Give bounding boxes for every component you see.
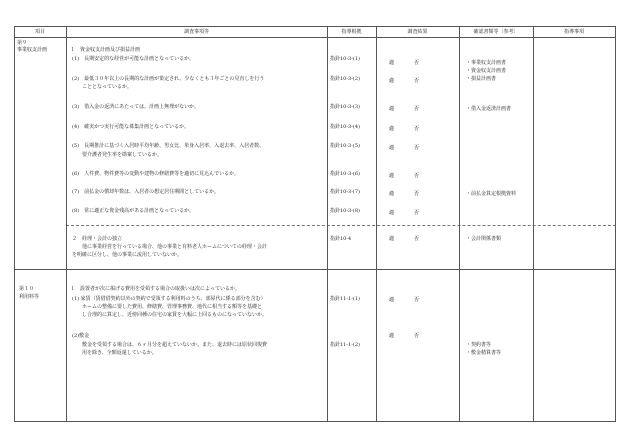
doc-item: ・契約書等 <box>466 342 492 348</box>
col-border-result <box>459 26 460 422</box>
header-notes: 指導事項 <box>563 29 584 35</box>
check-item-text: (3) 借入金の返済にあたっては、計画上無理がないか。 <box>72 104 200 110</box>
result-yes: 適 <box>389 210 395 216</box>
basis-ref: 指針10-3-(4) <box>330 124 361 130</box>
section-item-title: 利用料等 <box>19 294 40 300</box>
result-no: 否 <box>414 173 420 179</box>
result-yes: 適 <box>389 145 395 151</box>
col-border-basis <box>376 26 377 422</box>
subsection-title: ２ 経理・会計の独立 <box>72 236 123 242</box>
check-item-text: (2) 最低３０年以上の長期的な計画が策定され、少なくとも３年ごとの見直しを行う <box>72 76 265 82</box>
check-item-text-cont: 敷金を受領する場合は、６ヶ月分を超えていないか。また、退去時には原状回復費 <box>82 342 268 348</box>
subsection-text-cont: を明確に区分し、他の事業に流用していないか。 <box>72 252 183 258</box>
result-yes: 適 <box>389 106 395 112</box>
result-no: 否 <box>414 297 420 303</box>
result-no: 否 <box>414 60 420 66</box>
col-border-matters <box>327 26 328 422</box>
section-item-number: 第１０ <box>19 286 35 292</box>
doc-item: ・前払金算定根拠資料 <box>466 191 517 197</box>
table-bottom-border <box>14 421 616 422</box>
basis-ref: 指針10-3-(8) <box>330 208 361 214</box>
result-yes: 適 <box>389 126 395 132</box>
result-no: 否 <box>414 333 420 339</box>
doc-item: ・会計関係書類 <box>466 236 502 242</box>
result-yes: 適 <box>389 191 395 197</box>
basis-ref: 指針11-1-(2) <box>330 342 361 348</box>
section-title: １ 設置者が次に掲げる費用を受領する場合の取扱いは次によっているか。 <box>70 286 241 292</box>
basis-ref: 指針10-3-(3) <box>330 104 361 110</box>
result-no: 否 <box>414 126 420 132</box>
header-matters: 調査事項等 <box>183 29 209 35</box>
header-bottom-border <box>14 37 616 38</box>
result-yes: 適 <box>389 333 395 339</box>
basis-ref: 指針11-1-(1) <box>330 296 361 302</box>
header-basis: 指導根拠 <box>341 29 362 35</box>
result-yes: 適 <box>389 78 395 84</box>
result-yes: 適 <box>389 236 395 242</box>
basis-ref: 指針10-3-(2) <box>330 76 361 82</box>
header-result: 調査結果 <box>407 29 428 35</box>
basis-ref: 指針10-3-(1) <box>330 56 361 62</box>
check-item-text-cont: 用を除き、全額返還しているか。 <box>82 350 157 356</box>
check-item-text-cont: し合理的に算定し、近傍同種の住宅の家賃を大幅に上回るものになっていないか。 <box>82 312 268 318</box>
basis-ref: 指針10-4 <box>330 236 352 242</box>
doc-item: ・敷金精算書等 <box>466 350 502 356</box>
doc-item: ・事業収支計画書 <box>466 60 507 66</box>
col-border-right <box>615 26 616 422</box>
col-border-docs <box>533 26 534 422</box>
col-border-item <box>66 26 67 422</box>
check-item-text: (4) 確実かつ実行可能な募集計画となっているか。 <box>72 124 190 130</box>
result-no: 否 <box>414 210 420 216</box>
table-top-border <box>14 26 616 27</box>
result-yes: 適 <box>389 60 395 66</box>
check-item-text: (1) 家賃（賃借借契約以外の契約で受領する利用料のうち、部屋代に係る部分を含む） <box>72 296 266 302</box>
doc-item: ・借入金返済計画書 <box>466 106 512 112</box>
check-item-text-cont: 要介護者発生率を勘案しているか。 <box>82 152 163 158</box>
basis-ref: 指針10-3-(5) <box>330 143 361 149</box>
subsection-text: 他に事業経営を行っている場合、他の事業と有料老人ホームについての経理・会計 <box>82 244 267 250</box>
basis-ref: 指針10-3-(6) <box>330 171 361 177</box>
check-item-text: (7) 前払金の償却年数は、入居者の想定居住期間としているか。 <box>72 189 220 195</box>
check-item-text: (1) 長期安定的な経営が可能な計画となっているか。 <box>72 56 195 62</box>
basis-ref: 指針10-3-(7) <box>330 189 361 195</box>
check-item-text: (2)敷金 <box>72 333 90 339</box>
doc-item: ・資金収支計画書 <box>466 68 507 74</box>
check-item-text: (6) 人件費、物件費等の変動や建物の修繕費等を適切に見込んでいるか。 <box>72 171 240 177</box>
section-title: １ 資金収支計画及び損益計画 <box>70 47 141 53</box>
check-item-text-cont: こととなっているか。 <box>82 84 133 90</box>
doc-item: ・損益計画書 <box>466 76 497 82</box>
result-no: 否 <box>414 191 420 197</box>
check-item-text: (5) 長期推計に基づく入居時平均年齢、男女比、単身入居率、入退去率、入居者数、 <box>72 143 265 149</box>
result-no: 否 <box>414 236 420 242</box>
check-item-text-cont: ホームの整備に要した費用、修繕費、管理事務費、地代に相当する額等を基礎と <box>82 304 263 310</box>
result-no: 否 <box>414 106 420 112</box>
section-item-number: 第９ <box>17 40 28 46</box>
section-item-title: 事業収支計画 <box>17 47 48 53</box>
header-docs: 確認書類等〔参考〕 <box>473 29 519 35</box>
result-yes: 適 <box>389 297 395 303</box>
result-no: 否 <box>414 145 420 151</box>
header-item: 項目 <box>34 29 45 35</box>
section-divider <box>14 269 616 270</box>
result-no: 否 <box>414 78 420 84</box>
col-border-left <box>14 26 15 422</box>
check-item-text: (8) 常に適正な資金残高がある計画となっているか。 <box>72 208 195 214</box>
result-yes: 適 <box>389 173 395 179</box>
